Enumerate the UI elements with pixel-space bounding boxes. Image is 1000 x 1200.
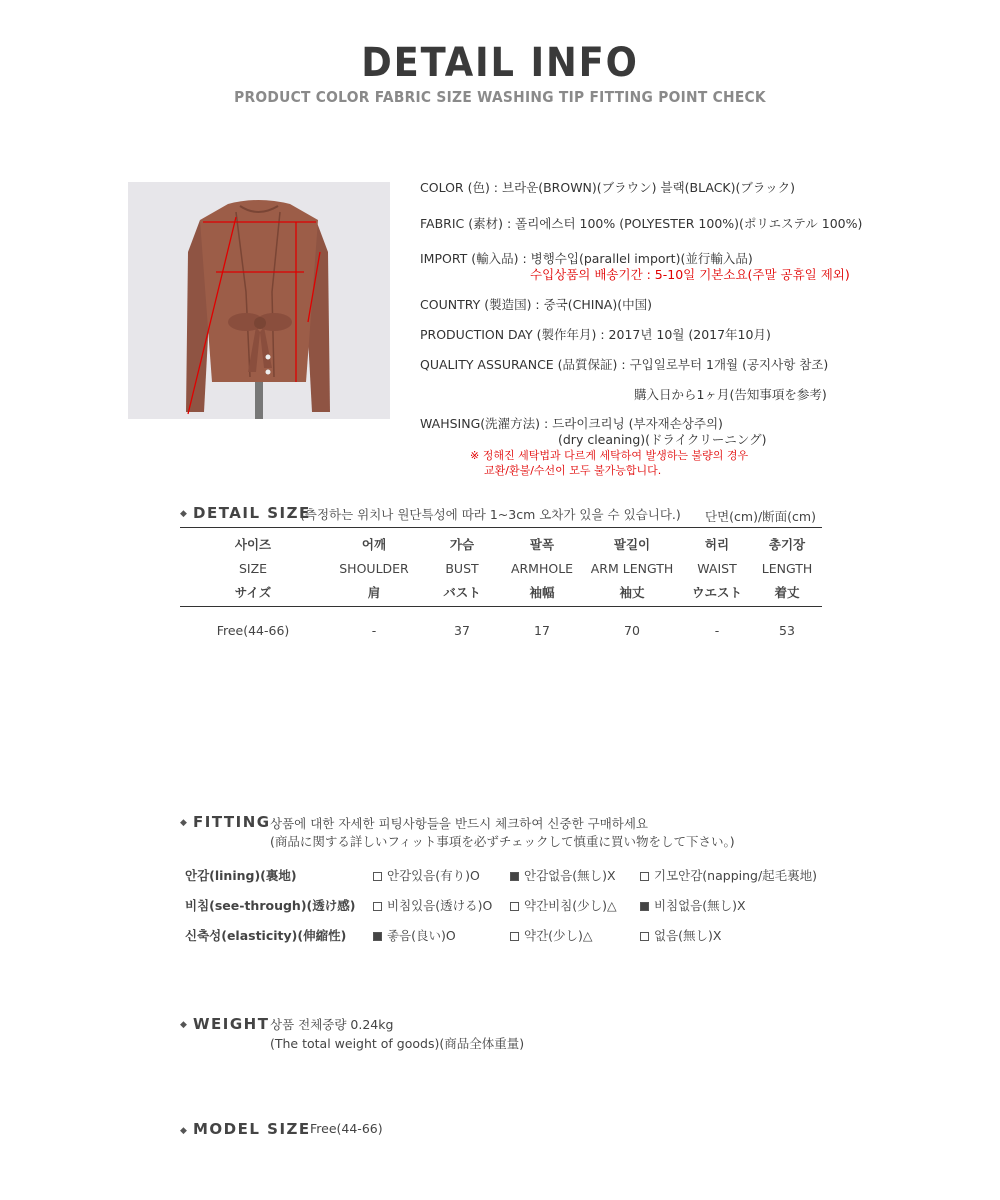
info-production: PRODUCTION DAY (製作年月) : 2017년 10월 (2017年10月) [420, 327, 771, 342]
fitting-row-label-elasticity: 신축성(elasticity)(伸縮性) [185, 928, 347, 943]
header-en-cell: BUST [445, 560, 479, 576]
page-subtitle: PRODUCT COLOR FABRIC SIZE WASHING TIP FITTING POINT CHECK [234, 88, 766, 106]
checkbox-icon [373, 872, 382, 881]
info-quality: QUALITY ASSURANCE (品質保証) : 구입일로부터 1개월 (공지사항 참조) [420, 357, 829, 372]
header-jp-cell: バスト [443, 585, 481, 600]
checkbox-checked-icon [373, 932, 382, 941]
info-import: IMPORT (輸入品) : 병행수입(parallel import)(並行輸入品) [420, 251, 753, 266]
header-en-cell: ARMHOLE [510, 560, 574, 576]
checkbox-icon [373, 902, 382, 911]
header-kr-cell: 허리 [704, 537, 730, 552]
fitting-row-label-lining: 안감(lining)(裏地) [185, 868, 297, 883]
size-table-body [180, 618, 822, 642]
length-cell: 53 [779, 622, 795, 638]
fitting-option: 약간비침(少し)△ [510, 896, 617, 914]
shoulder-cell: - [371, 622, 377, 638]
size-header-jp [180, 580, 822, 604]
info-import-note: 수입상품의 배송기간 : 5-10일 기본소요(주말 공휴일 제외) [530, 267, 850, 282]
info-washing-note-1: ※ 정해진 세탁법과 다르게 세탁하여 발생하는 불량의 경우 [470, 449, 749, 462]
diamond-icon: ◆ [180, 1126, 187, 1136]
fitting-row-label-see-through: 비침(see-through)(透け感) [185, 898, 356, 913]
header-kr-cell: 사이즈 [234, 537, 272, 552]
size-table-top-line [180, 527, 822, 528]
checkbox-icon [640, 872, 649, 881]
size-header-en [180, 556, 822, 580]
fitting-desc-1: 상품에 대한 자세한 피팅사항들을 반드시 체크하여 신중한 구매하세요 [270, 816, 648, 831]
header-jp-cell: 着丈 [774, 585, 800, 600]
info-color: COLOR (色) : 브라운(BROWN)(ブラウン) 블랙(BLACK)(ブラック) [420, 180, 795, 195]
fitting-option: 비침없음(無し)X [640, 896, 746, 914]
header-kr-cell: 가슴 [449, 537, 475, 552]
product-photo [128, 182, 390, 419]
info-washing-2: (dry cleaning)(ドライクリーニング) [558, 432, 767, 447]
info-fabric: FABRIC (素材) : 폴리에스터 100% (POLYESTER 100%)(ポリエステル 100%) [420, 216, 863, 231]
header-kr-cell: 팔길이 [613, 537, 651, 552]
detail-size-label: DETAIL SIZE [193, 504, 311, 522]
checkbox-icon [510, 932, 519, 941]
page-title: DETAIL INFO [361, 40, 639, 86]
bust-cell: 37 [454, 622, 470, 638]
info-washing-note-2: 교환/환불/수선이 모두 불가능합니다. [484, 464, 662, 477]
info-country: COUNTRY (製造国) : 중국(CHINA)(中国) [420, 297, 652, 312]
weight-line-2: (The total weight of goods)(商品全体重量) [270, 1036, 525, 1051]
arm-length-cell: 70 [624, 622, 640, 638]
info-washing: WAHSING(洗濯方法) : 드라이크리닝 (부자재손상주의) [420, 416, 723, 431]
info-quality-jp: 購入日から1ヶ月(告知事項を参考) [634, 387, 827, 402]
model-size-label: MODEL SIZE [193, 1120, 311, 1138]
checkbox-checked-icon [510, 872, 519, 881]
detail-size-note: (측정하는 위치나 원단특성에 따라 1~3cm 오차가 있을 수 있습니다.) [300, 507, 681, 522]
diamond-icon: ◆ [180, 1020, 187, 1030]
fitting-option: 안감없음(無し)X [510, 866, 616, 884]
fitting-option: 안감있음(有り)O [373, 866, 480, 884]
header-en-cell: ARM LENGTH [590, 560, 674, 576]
header-en-cell: LENGTH [761, 560, 813, 576]
fitting-option: 기모안감(napping/起毛裏地) [640, 866, 817, 884]
header-kr-cell: 팔폭 [529, 537, 555, 552]
waist-cell: - [714, 622, 720, 638]
size-header-kr [180, 532, 822, 556]
header-en-cell: SHOULDER [339, 560, 409, 576]
checkbox-icon [640, 932, 649, 941]
weight-label: WEIGHT [193, 1015, 270, 1033]
table-row [180, 618, 822, 642]
fitting-option: 비침있음(透ける)O [373, 896, 492, 914]
header-jp-cell: ウエスト [691, 585, 742, 600]
fitting-option: 약간(少し)△ [510, 926, 593, 944]
header-kr-cell: 총기장 [768, 537, 806, 552]
fitting-option: 좋음(良い)O [373, 926, 456, 944]
header-jp-cell: 袖丈 [619, 585, 645, 600]
size-table-mid-line [180, 606, 822, 607]
header-en-cell: SIZE [238, 560, 268, 576]
model-size-value: Free(44-66) [310, 1121, 383, 1136]
header-kr-cell: 어깨 [361, 537, 387, 552]
size-cell: Free(44-66) [216, 622, 290, 638]
checkbox-checked-icon [640, 902, 649, 911]
header-jp-cell: 肩 [367, 585, 381, 600]
weight-line-1: 상품 전체중량 0.24kg [270, 1017, 394, 1032]
size-table-header [180, 532, 822, 604]
cardigan-illustration [128, 182, 390, 419]
checkbox-icon [510, 902, 519, 911]
fitting-option: 없음(無し)X [640, 926, 721, 944]
fitting-desc-2: (商品に関する詳しいフィット事項を必ずチェックして慎重に買い物をして下さい。) [270, 834, 735, 849]
diamond-icon: ◆ [180, 509, 187, 519]
header-jp-cell: サイズ [234, 585, 272, 600]
header-jp-cell: 袖幅 [529, 585, 555, 600]
detail-size-unit: 단면(cm)/断面(cm) [705, 509, 816, 524]
armhole-cell: 17 [534, 622, 550, 638]
header-en-cell: WAIST [697, 560, 737, 576]
fitting-label: FITTING [193, 813, 271, 831]
diamond-icon: ◆ [180, 818, 187, 828]
